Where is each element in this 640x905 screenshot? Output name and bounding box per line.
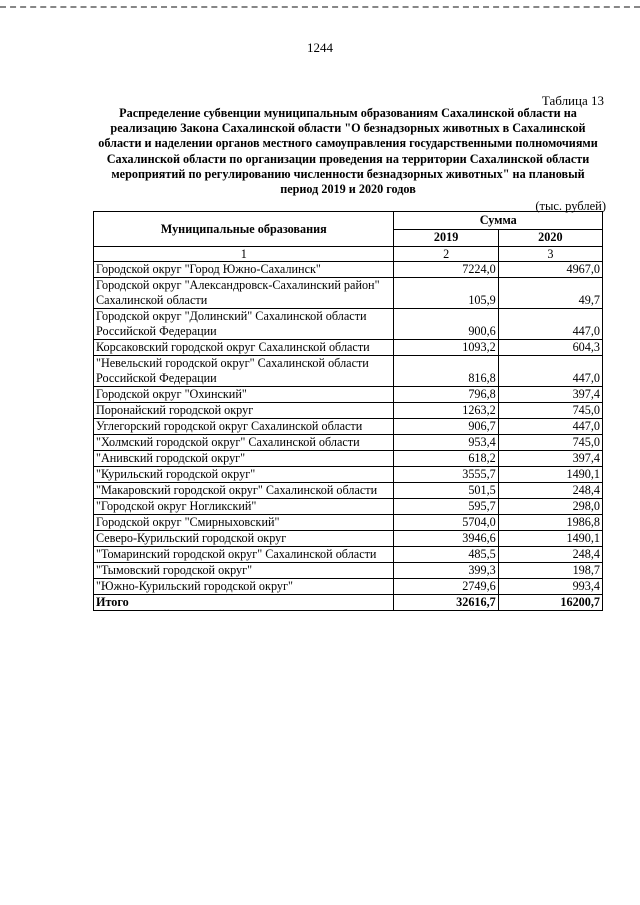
value-2020: 447,0 bbox=[498, 419, 602, 435]
value-2019: 816,8 bbox=[394, 356, 498, 387]
scan-edge-line bbox=[0, 6, 640, 8]
column-index-1: 1 bbox=[94, 247, 394, 262]
header-municipalities: Муниципальные образования bbox=[94, 212, 394, 247]
value-2020: 198,7 bbox=[498, 563, 602, 579]
value-2020: 397,4 bbox=[498, 387, 602, 403]
municipality-name: Городской округ "Охинский" bbox=[94, 387, 394, 403]
table-row bbox=[94, 419, 603, 435]
value-2019: 796,8 bbox=[394, 387, 498, 403]
total-row bbox=[94, 595, 603, 611]
value-2019: 105,9 bbox=[394, 278, 498, 309]
value-2019: 5704,0 bbox=[394, 515, 498, 531]
value-2020: 604,3 bbox=[498, 340, 602, 356]
table-row bbox=[94, 579, 603, 595]
value-2019: 501,5 bbox=[394, 483, 498, 499]
subvention-table bbox=[93, 211, 603, 611]
table-row bbox=[94, 467, 603, 483]
municipality-name: "Невельский городской округ" Сахалинской области Российской Федерации bbox=[94, 356, 394, 387]
value-2020: 447,0 bbox=[498, 356, 602, 387]
table-row bbox=[94, 403, 603, 419]
table-row bbox=[94, 262, 603, 278]
table-title: Распределение субвенции муниципальным образованиям Сахалинской области на реализацию Закона Сахалинской области "О безнадзорных животных в Сахалинской области и наделении органов местного самоуправления государственными полномочиями Сахалинской области по организации проведения на территории Сахалинской области мероприятий по регулированию численности безнадзорных животных" на плановый период 2019 и 2020 годов bbox=[98, 106, 598, 197]
column-index-3: 3 bbox=[498, 247, 602, 262]
municipality-name: Городской округ "Долинский" Сахалинской области Российской Федерации bbox=[94, 309, 394, 340]
value-2019: 3555,7 bbox=[394, 467, 498, 483]
value-2020: 993,4 bbox=[498, 579, 602, 595]
municipality-name: Углегорский городской округ Сахалинской области bbox=[94, 419, 394, 435]
value-2019: 2749,6 bbox=[394, 579, 498, 595]
table-row bbox=[94, 451, 603, 467]
municipality-name: Городской округ "Александровск-Сахалинский район" Сахалинской области bbox=[94, 278, 394, 309]
table-row bbox=[94, 278, 603, 309]
value-2020: 4967,0 bbox=[498, 262, 602, 278]
value-2020: 1490,1 bbox=[498, 467, 602, 483]
municipality-name: Корсаковский городской округ Сахалинской области bbox=[94, 340, 394, 356]
table-row bbox=[94, 531, 603, 547]
municipality-name: "Макаровский городской округ" Сахалинской области bbox=[94, 483, 394, 499]
value-2019: 1263,2 bbox=[394, 403, 498, 419]
value-2019: 906,7 bbox=[394, 419, 498, 435]
header-sum: Сумма bbox=[394, 212, 603, 230]
value-2020: 49,7 bbox=[498, 278, 602, 309]
value-2020: 447,0 bbox=[498, 309, 602, 340]
municipality-name: Городской округ "Город Южно-Сахалинск" bbox=[94, 262, 394, 278]
table-row bbox=[94, 387, 603, 403]
page-number: 1244 bbox=[307, 40, 333, 55]
table-row bbox=[94, 563, 603, 579]
value-2020: 397,4 bbox=[498, 451, 602, 467]
value-2019: 900,6 bbox=[394, 309, 498, 340]
municipality-name: Северо-Курильский городской округ bbox=[94, 531, 394, 547]
total-2019: 32616,7 bbox=[394, 595, 498, 611]
municipality-name: "Южно-Курильский городской округ" bbox=[94, 579, 394, 595]
value-2019: 399,3 bbox=[394, 563, 498, 579]
value-2019: 7224,0 bbox=[394, 262, 498, 278]
municipality-name: Поронайский городской округ bbox=[94, 403, 394, 419]
municipality-name: "Тымовский городской округ" bbox=[94, 563, 394, 579]
municipality-name: Городской округ "Смирныховский" bbox=[94, 515, 394, 531]
value-2020: 1490,1 bbox=[498, 531, 602, 547]
value-2020: 1986,8 bbox=[498, 515, 602, 531]
value-2020: 248,4 bbox=[498, 547, 602, 563]
table-row bbox=[94, 435, 603, 451]
units-label: (тыс. рублей) bbox=[535, 199, 606, 213]
total-2020: 16200,7 bbox=[498, 595, 602, 611]
value-2019: 953,4 bbox=[394, 435, 498, 451]
municipality-name: "Курильский городской округ" bbox=[94, 467, 394, 483]
table-row bbox=[94, 340, 603, 356]
value-2020: 745,0 bbox=[498, 403, 602, 419]
table-row bbox=[94, 515, 603, 531]
header-year-2020: 2020 bbox=[498, 229, 602, 247]
municipality-name: "Городской округ Ногликский" bbox=[94, 499, 394, 515]
value-2019: 1093,2 bbox=[394, 340, 498, 356]
value-2020: 745,0 bbox=[498, 435, 602, 451]
value-2019: 595,7 bbox=[394, 499, 498, 515]
table-row bbox=[94, 309, 603, 340]
municipality-name: "Анивский городской округ" bbox=[94, 451, 394, 467]
value-2019: 3946,6 bbox=[394, 531, 498, 547]
table-body bbox=[94, 262, 603, 595]
table-row bbox=[94, 356, 603, 387]
value-2020: 298,0 bbox=[498, 499, 602, 515]
municipality-name: "Томаринский городской округ" Сахалинской области bbox=[94, 547, 394, 563]
table-row bbox=[94, 499, 603, 515]
municipality-name: "Холмский городской округ" Сахалинской области bbox=[94, 435, 394, 451]
column-index-2: 2 bbox=[394, 247, 498, 262]
table-row bbox=[94, 547, 603, 563]
total-label: Итого bbox=[94, 595, 394, 611]
value-2019: 618,2 bbox=[394, 451, 498, 467]
table-label: Таблица 13 bbox=[541, 93, 604, 108]
value-2019: 485,5 bbox=[394, 547, 498, 563]
header-year-2019: 2019 bbox=[394, 229, 498, 247]
table-row bbox=[94, 483, 603, 499]
value-2020: 248,4 bbox=[498, 483, 602, 499]
